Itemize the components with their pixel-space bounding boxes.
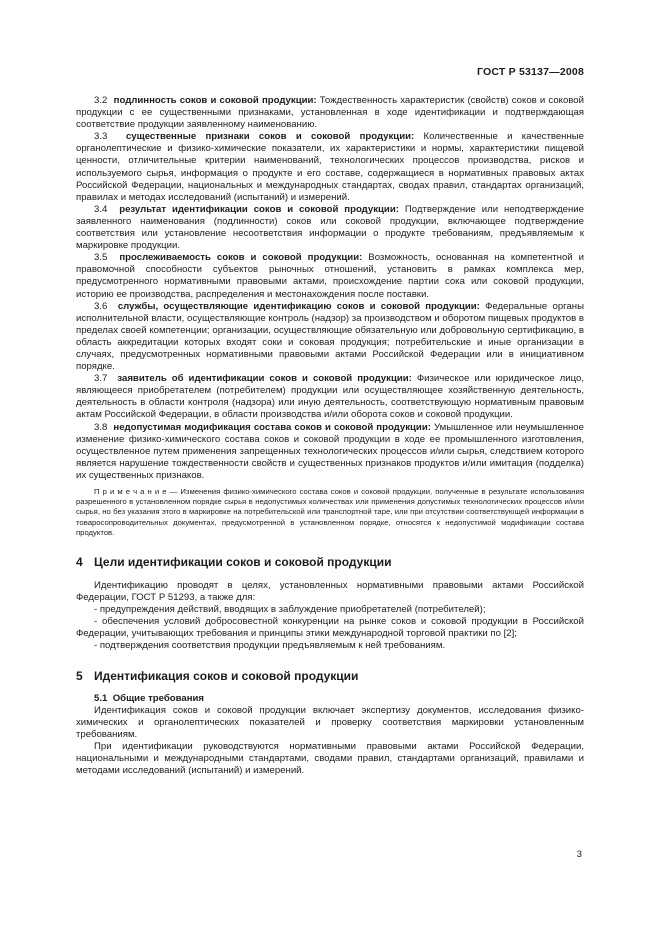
section-4-intro: Идентификацию проводят в целях, установленных нормативными правовыми актами Российской Федерации, ГОСТ Р 51293, а также для:: [76, 580, 584, 604]
term-number: 3.2: [94, 95, 108, 106]
section-title: Цели идентификации соков и соковой продукции: [94, 555, 392, 570]
term-definition: Подтверждение или неподтверждение заявленного наименования (подлинности) соков или соковой продукции, включающее подтверждение соответствия или установление несоответствия информации о продукте требованиям, предъявляемым к маркировке продукции.: [76, 203, 584, 252]
subsection-5-1-heading: [76, 693, 584, 705]
term-title: существенные признаки соков и соковой продукции:: [125, 131, 415, 143]
list-item: - обеспечения условий добросовестной конкуренции на рынке соков и соковой продукции в Российской Федерации, учитывающих требования и принципы этики международной торговой практики по [2];: [76, 616, 584, 640]
term-title: недопустимая модификация состава соков и соковой продукции:: [113, 421, 431, 433]
term-number: 3.3: [94, 131, 108, 143]
term-number: 3.7: [94, 373, 108, 385]
term-3-3: [76, 131, 584, 204]
term-definition: Федеральные органы исполнительной власти, осуществляющие контроль (надзор) за производством и оборотом пищевых продуктов в пределах своей компетенции; организации, осуществляющие обязательную или добровольную сертификацию, в область аккредитации которых входят соки и соковая продукция; потребительские и иные организации в случаях, предусмотренных нормативными правовыми актами Российской Федерации или в инициативном порядке.: [76, 300, 584, 373]
list-item: - предупреждения действий, вводящих в заблуждение приобретателей (потребителей);: [94, 604, 486, 616]
section-5-paragraph: Идентификация соков и соковой продукции включает экспертизу документов, исследования физико-химических и органолептических показателей и проверку соответствия маркировки установленным требованиям.: [76, 704, 584, 740]
term-title: заявитель об идентификации соков и соковой продукции:: [117, 373, 412, 385]
term-number: 3.6: [94, 300, 108, 312]
term-3-8: [76, 422, 584, 482]
section-5-heading: [76, 669, 584, 683]
section-5-paragraph: При идентификации руководствуются нормативными правовыми актами Российской Федерации, национальными и международными стандартами, сводами правил, стандартами организаций, правилами и методами исследований (испытаний) и измерений.: [76, 740, 584, 777]
term-title: службы, осуществляющие идентификацию соков и соковой продукции:: [117, 300, 480, 312]
term-number: 3.8: [94, 421, 108, 433]
term-definition: Умышленное или неумышленное изменение физико-химического состава соков и соковой продукции в ходе ее промышленного изготовления, осуществленное путем применения запрещенных технологических процессов и/или сырья, следствием которого является нарушение тождественности свойств и существенных признаков продуктов и/или имитация (подделка) их существенных признаков.: [76, 421, 584, 481]
note-label: П р и м е ч а н и е —: [94, 487, 178, 496]
term-title: подлинность соков и соковой продукции:: [113, 95, 317, 106]
term-3-6: [76, 301, 584, 374]
term-title: результат идентификации соков и соковой продукции:: [119, 203, 399, 215]
term-3-7: [76, 373, 584, 421]
subsection-title: Общие требования: [112, 692, 205, 704]
page-number: 3: [576, 849, 582, 860]
note-text: Изменения физико-химического состава соков и соковой продукции, полученные в результате использования разрешенного в установленном порядке сырья в недопустимых количествах или применения допустимых технологических процессов и/или сырья, но без указания этого в маркировке на потребительской или транспортной таре, или при отсутствии соответствующей информации в товаросопроводительных документах, предусмотренной в установленном порядке, относятся к недопустимой модификации состава продуктов.: [76, 487, 584, 537]
section-number: 4: [76, 555, 83, 570]
list-item: - подтверждения соответствия продукции предъявляемым к ней требованиям.: [94, 640, 446, 652]
document-id-header: ГОСТ Р 53137—2008: [476, 66, 584, 78]
term-definition: Возможность, основанная на компетентной и правомочной способности субъектов рыночных отношений, установить в рамках комплекса мер, предусмотренного нормативными правовыми актами, происхождение партии сока или соковой продукции, историю ее производства, распределения и местонахождения после поставки.: [76, 252, 584, 300]
term-number: 3.4: [94, 203, 108, 215]
term-definition: Количественные и качественные органолептические и физико-химические показатели, их характеристики и нормы, характеристики пищевой ценности, отличительные критерии наименований, технологических процессов производства, рисков и используемого сырья, информация о продукте и его составе, содержащиеся в нормативных правовых актах Российской Федерации, национальных и международных стандартах, сводах правил, стандартах организаций, правилах и методах исследований (испытаний) и измерений.: [76, 131, 584, 203]
term-3-4: [76, 204, 584, 252]
term-3-2: [76, 95, 584, 131]
term-3-5: [76, 252, 584, 300]
term-definition: Тождественность характеристик (свойств) соков и соковой продукции с ее существенными признаками, установленная в ходе идентификации и подтверждающая соответствие продукции заявленному наименованию.: [76, 95, 584, 131]
section-4-heading: [76, 555, 584, 569]
term-number: 3.5: [94, 252, 108, 264]
section-title: Идентификация соков и соковой продукции: [94, 668, 359, 683]
subsection-number: 5.1: [94, 692, 108, 704]
note-paragraph: [76, 487, 584, 538]
term-title: прослеживаемость соков и соковой продукции:: [119, 252, 363, 264]
term-definition: Физическое или юридическое лицо, являющееся приобретателем (потребителем) продукции или осуществляющее хозяйственную деятельность, деятельность в области контроля (надзора) или иную деятельность, соответствующую нормативным правовым актам Российской Федерации, в области производства и/или оборота соков и соковой продукции.: [76, 373, 584, 421]
page-content: [76, 95, 584, 777]
section-number: 5: [76, 668, 83, 683]
